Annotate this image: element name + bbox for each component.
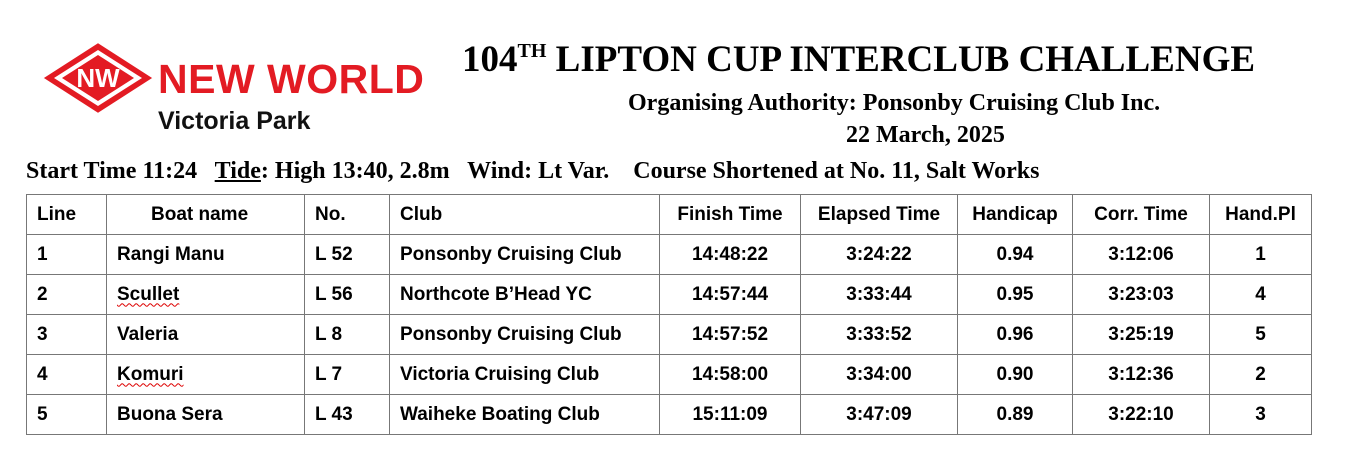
cell-club: Ponsonby Cruising Club bbox=[390, 315, 660, 355]
cell-elapsed-time: 3:24:22 bbox=[801, 235, 958, 275]
col-finish-time: Finish Time bbox=[660, 195, 801, 235]
cell-finish-time: 14:57:44 bbox=[660, 275, 801, 315]
cell-corr-time: 3:12:36 bbox=[1073, 355, 1210, 395]
cell-elapsed-time: 3:33:44 bbox=[801, 275, 958, 315]
tide-label: Tide bbox=[214, 158, 261, 184]
cell-no: L 7 bbox=[305, 355, 390, 395]
cell-club: Ponsonby Cruising Club bbox=[390, 235, 660, 275]
cell-line: 2 bbox=[27, 275, 107, 315]
col-no: No. bbox=[305, 195, 390, 235]
cell-no: L 56 bbox=[305, 275, 390, 315]
cell-handicap: 0.90 bbox=[958, 355, 1073, 395]
table-row bbox=[27, 355, 1312, 395]
cell-finish-time: 15:11:09 bbox=[660, 395, 801, 435]
cell-elapsed-time: 3:47:09 bbox=[801, 395, 958, 435]
title-ordinal: TH bbox=[517, 40, 547, 62]
cell-corr-time: 3:12:06 bbox=[1073, 235, 1210, 275]
boat-name-text: Komuri bbox=[117, 363, 184, 385]
cell-boat-name: Valeria bbox=[107, 315, 305, 355]
table-row bbox=[27, 395, 1312, 435]
cell-elapsed-time: 3:34:00 bbox=[801, 355, 958, 395]
organising-authority: Organising Authority: Ponsonby Cruising Club Inc. bbox=[628, 90, 1161, 116]
col-elapsed-time: Elapsed Time bbox=[801, 195, 958, 235]
table-row bbox=[27, 275, 1312, 315]
cell-handicap: 0.96 bbox=[958, 315, 1073, 355]
cell-finish-time: 14:48:22 bbox=[660, 235, 801, 275]
results-table bbox=[26, 194, 1312, 435]
cell-boat-name: Buona Sera bbox=[107, 395, 305, 435]
cell-no: L 43 bbox=[305, 395, 390, 435]
race-info-line bbox=[26, 158, 1040, 185]
col-hand-pl: Hand.Pl bbox=[1210, 195, 1312, 235]
event-date: 22 March, 2025 bbox=[846, 122, 1005, 148]
wind-info: Wind: Lt Var. bbox=[467, 158, 634, 184]
cell-line: 1 bbox=[27, 235, 107, 275]
table-row bbox=[27, 315, 1312, 355]
course-info: Course Shortened at No. 11, Salt Works bbox=[633, 158, 1040, 184]
col-club: Club bbox=[390, 195, 660, 235]
cell-hand-pl: 3 bbox=[1210, 395, 1312, 435]
brand-name: NEW WORLD bbox=[158, 56, 425, 102]
cell-handicap: 0.89 bbox=[958, 395, 1073, 435]
cell-no: L 8 bbox=[305, 315, 390, 355]
cell-corr-time: 3:23:03 bbox=[1073, 275, 1210, 315]
cell-boat-name bbox=[107, 275, 305, 315]
title-number: 104 bbox=[462, 39, 518, 80]
table-row bbox=[27, 235, 1312, 275]
cell-no: L 52 bbox=[305, 235, 390, 275]
cell-finish-time: 14:57:52 bbox=[660, 315, 801, 355]
cell-line: 3 bbox=[27, 315, 107, 355]
col-corr-time: Corr. Time bbox=[1073, 195, 1210, 235]
cell-elapsed-time: 3:33:52 bbox=[801, 315, 958, 355]
boat-name-text: Scullet bbox=[117, 283, 180, 305]
new-world-badge-icon bbox=[38, 40, 158, 140]
cell-hand-pl: 5 bbox=[1210, 315, 1312, 355]
cell-hand-pl: 1 bbox=[1210, 235, 1312, 275]
cell-club: Waiheke Boating Club bbox=[390, 395, 660, 435]
table-header-row bbox=[27, 195, 1312, 235]
col-boat-name: Boat name bbox=[107, 195, 305, 235]
cell-club: Victoria Cruising Club bbox=[390, 355, 660, 395]
title-text: LIPTON CUP INTERCLUB CHALLENGE bbox=[555, 39, 1256, 80]
cell-finish-time: 14:58:00 bbox=[660, 355, 801, 395]
brand-location: Victoria Park bbox=[158, 107, 311, 135]
cell-club: Northcote B’Head YC bbox=[390, 275, 660, 315]
cell-corr-time: 3:25:19 bbox=[1073, 315, 1210, 355]
cell-line: 5 bbox=[27, 395, 107, 435]
page-title bbox=[462, 38, 1332, 81]
cell-boat-name: Rangi Manu bbox=[107, 235, 305, 275]
cell-hand-pl: 4 bbox=[1210, 275, 1312, 315]
cell-handicap: 0.95 bbox=[958, 275, 1073, 315]
badge-text: NW bbox=[76, 63, 120, 93]
col-handicap: Handicap bbox=[958, 195, 1073, 235]
cell-boat-name bbox=[107, 355, 305, 395]
cell-corr-time: 3:22:10 bbox=[1073, 395, 1210, 435]
cell-line: 4 bbox=[27, 355, 107, 395]
cell-handicap: 0.94 bbox=[958, 235, 1073, 275]
start-time: Start Time 11:24 bbox=[26, 158, 215, 184]
col-line: Line bbox=[27, 195, 107, 235]
tide-value: : High 13:40, 2.8m bbox=[260, 158, 468, 184]
cell-hand-pl: 2 bbox=[1210, 355, 1312, 395]
